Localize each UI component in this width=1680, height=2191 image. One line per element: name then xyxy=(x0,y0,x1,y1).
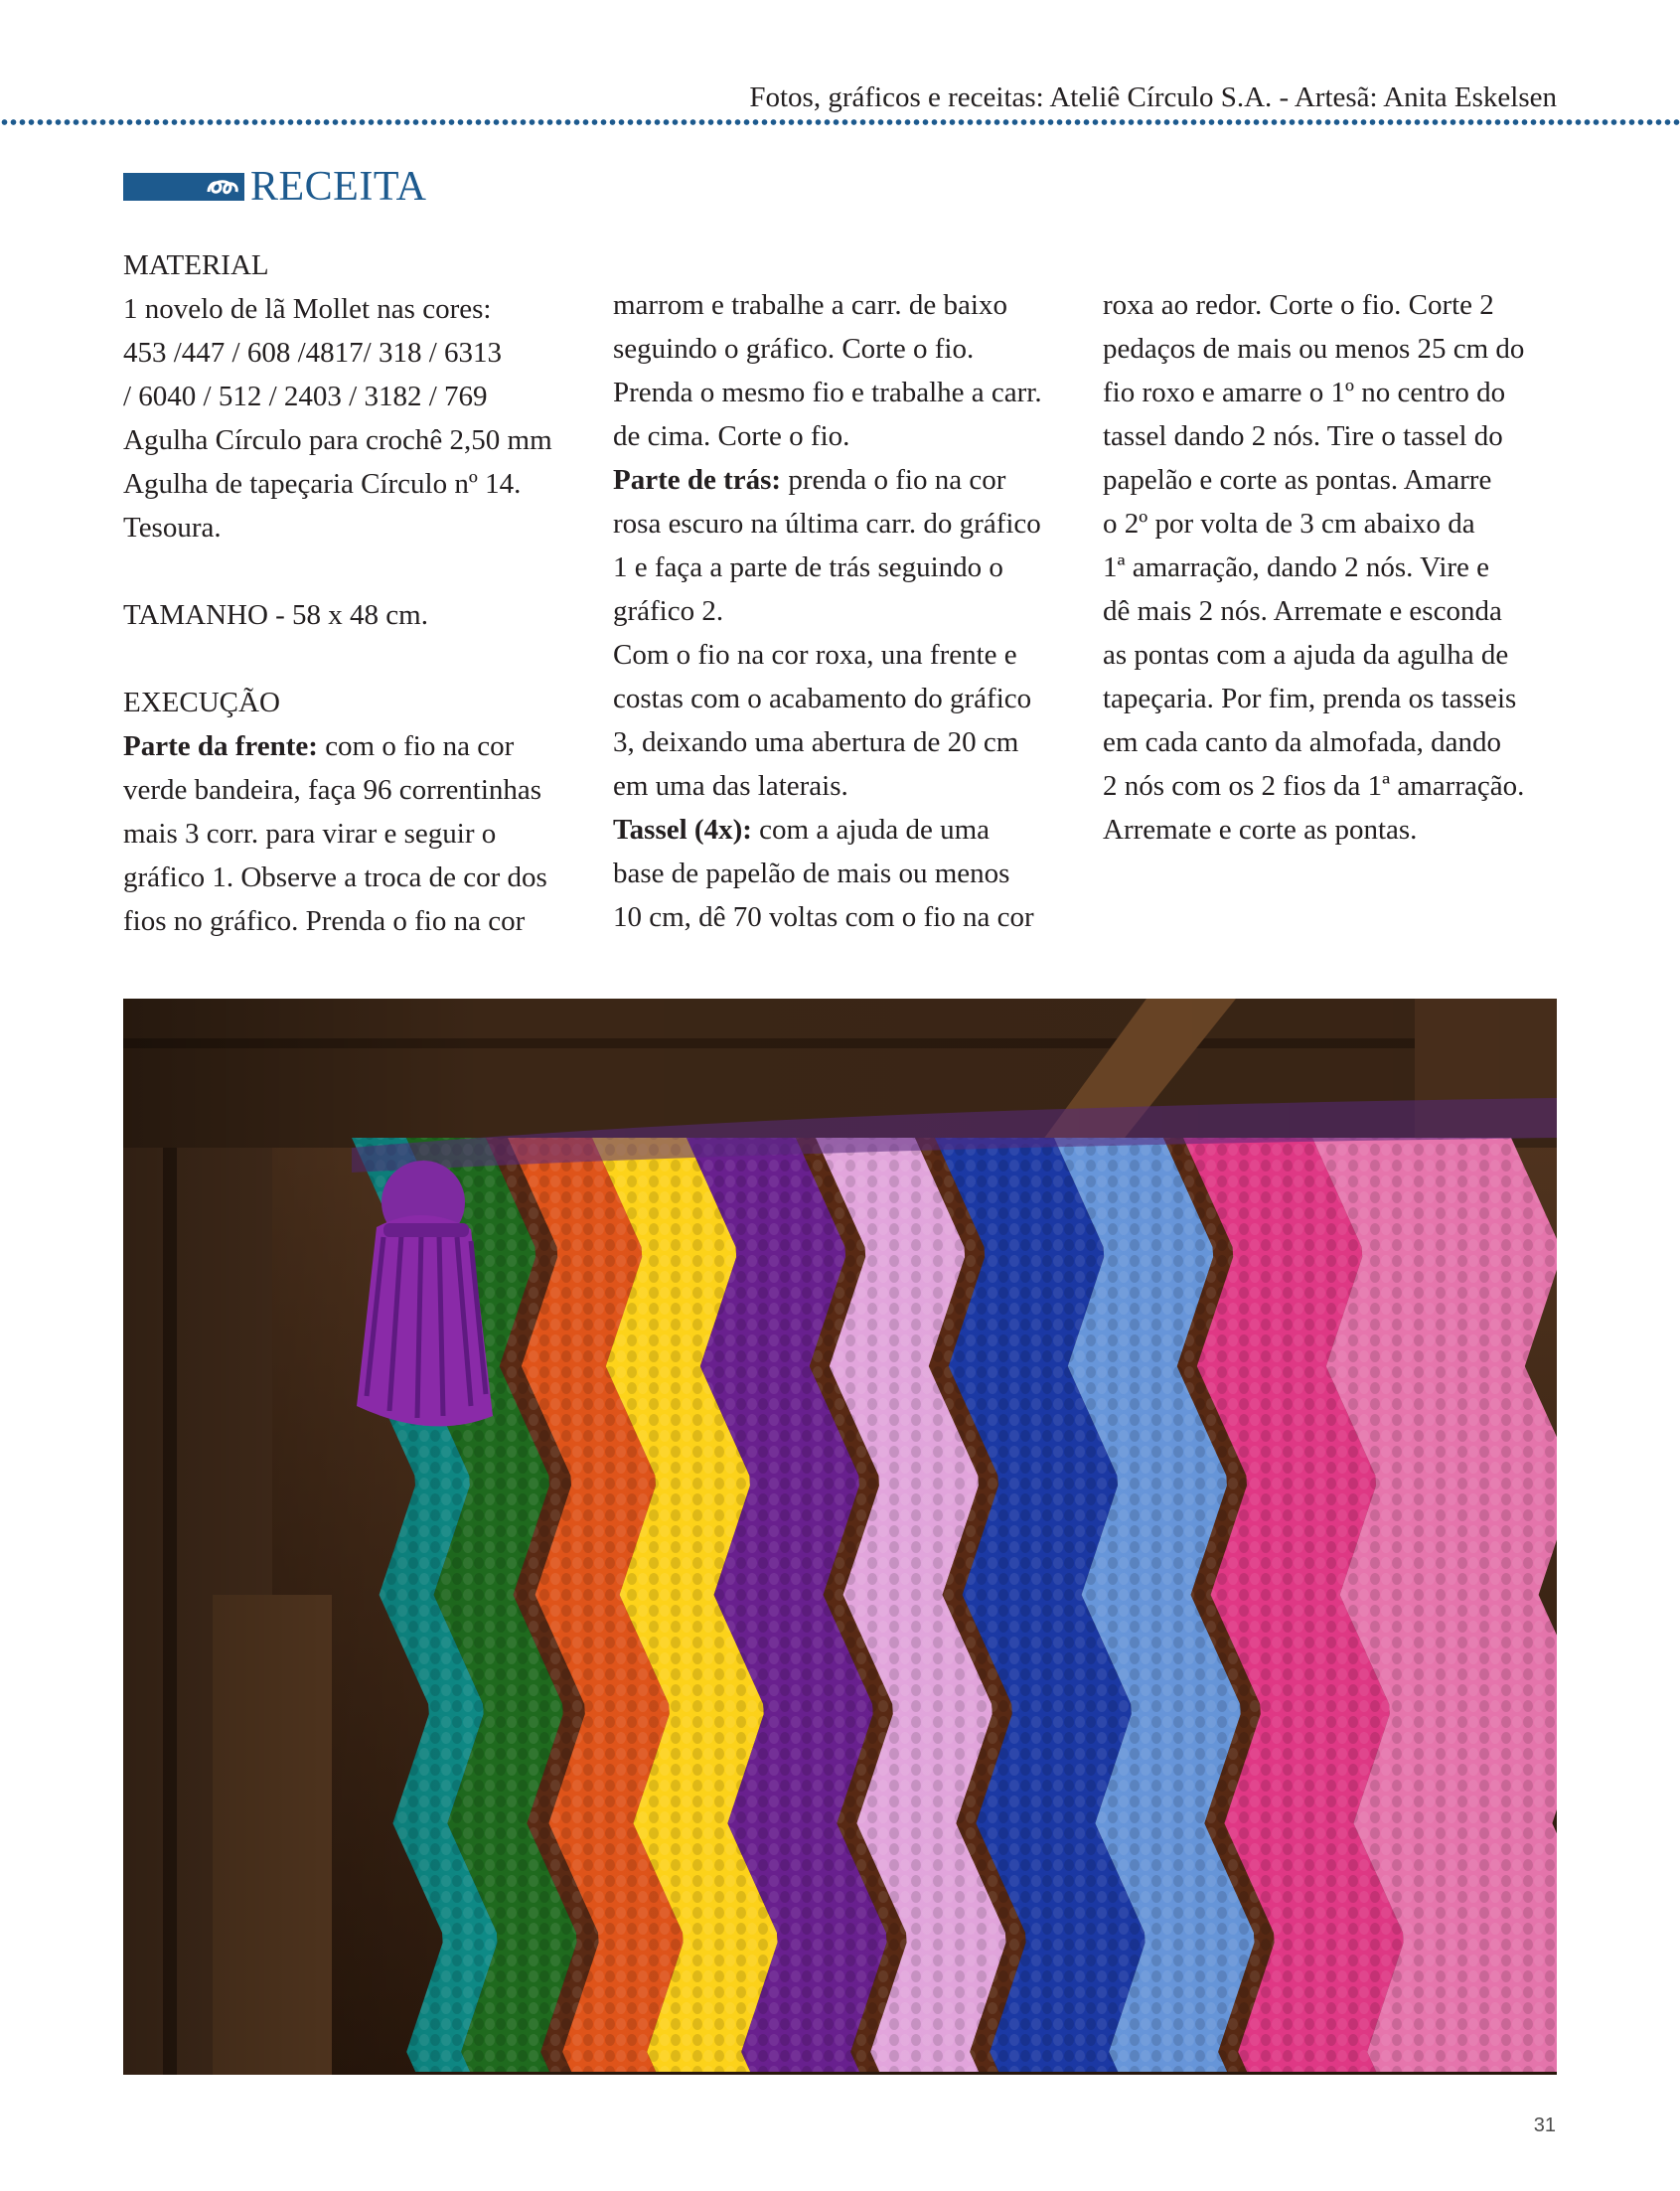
body-line: seguindo o gráfico. Corte o fio. xyxy=(613,333,975,365)
text-column-1 xyxy=(123,243,552,943)
tassel-instruction-line xyxy=(613,808,1042,852)
material-line: / 6040 / 512 / 2403 / 3182 / 769 xyxy=(123,381,488,412)
photo-illustration xyxy=(123,999,1557,2075)
front-first-text: com o fio na cor xyxy=(317,730,515,762)
heading-accent-bar xyxy=(123,173,207,201)
size-text: TAMANHO - 58 x 48 cm. xyxy=(123,599,428,631)
body-line: tapeçaria. Por fim, prenda os tasseis xyxy=(1103,683,1517,714)
front-line: fios no gráfico. Prenda o fio na cor xyxy=(123,905,526,937)
body-line: 3, deixando uma abertura de 20 cm xyxy=(613,726,1019,758)
section-heading xyxy=(123,161,426,213)
back-instruction-line xyxy=(613,458,1042,502)
dotted-divider xyxy=(0,118,1680,126)
text-column-2 xyxy=(613,283,1042,939)
body-line: papelão e corte as pontas. Amarre xyxy=(1103,464,1492,496)
body-line: em cada canto da almofada, dando xyxy=(1103,726,1501,758)
body-line: Com o fio na cor roxa, una frente e xyxy=(613,639,1017,671)
body-line: 2 nós com os 2 fios da 1ª amarração. xyxy=(1103,770,1525,802)
body-line: Prenda o mesmo fio e trabalhe a carr. xyxy=(613,377,1042,408)
crochet-cushion-photo xyxy=(123,999,1557,2075)
body-line: gráfico 2. xyxy=(613,595,724,627)
body-line: base de papelão de mais ou menos xyxy=(613,858,1010,889)
front-line: verde bandeira, faça 96 correntinhas xyxy=(123,774,542,806)
page-number: 31 xyxy=(1533,2114,1556,2136)
material-line: 453 /447 / 608 /4817/ 318 / 6313 xyxy=(123,337,503,369)
body-line: rosa escuro na última carr. do gráfico xyxy=(613,508,1041,540)
body-line: fio roxo e amarre o 1º no centro do xyxy=(1103,377,1506,408)
body-line: Arremate e corte as pontas. xyxy=(1103,814,1418,846)
photo-credit: Fotos, gráficos e receitas: Ateliê Círculo S.A. - Artesã: Anita Eskelsen xyxy=(749,81,1557,113)
body-line: em uma das laterais. xyxy=(613,770,848,802)
back-first-text: prenda o fio na cor xyxy=(781,464,1006,496)
front-instruction-line xyxy=(123,724,552,768)
body-line: o 2º por volta de 3 cm abaixo da xyxy=(1103,508,1475,540)
body-line: 10 cm, dê 70 voltas com o fio na cor xyxy=(613,901,1034,933)
body-line: pedaços de mais ou menos 25 cm do xyxy=(1103,333,1525,365)
body-line: costas com o acabamento do gráfico xyxy=(613,683,1032,714)
body-line: 1ª amarração, dando 2 nós. Vire e xyxy=(1103,551,1490,583)
body-line: tassel dando 2 nós. Tire o tassel do xyxy=(1103,420,1503,452)
chevron-stripes xyxy=(352,1098,1557,2072)
material-line: 1 novelo de lã Mollet nas cores: xyxy=(123,293,492,325)
back-label: Parte de trás: xyxy=(613,464,782,496)
material-line: Agulha de tapeçaria Círculo nº 14. xyxy=(123,468,522,500)
body-line: 1 e faça a parte de trás seguindo o xyxy=(613,551,1003,583)
material-line: Tesoura. xyxy=(123,512,222,544)
text-column-3 xyxy=(1103,283,1524,852)
body-line: dê mais 2 nós. Arremate e esconda xyxy=(1103,595,1502,627)
body-line: marrom e trabalhe a carr. de baixo xyxy=(613,289,1007,321)
material-line: Agulha Círculo para crochê 2,50 mm xyxy=(123,424,552,456)
front-line: mais 3 corr. para virar e seguir o xyxy=(123,818,497,850)
body-line: roxa ao redor. Corte o fio. Corte 2 xyxy=(1103,289,1494,321)
front-label: Parte da frente: xyxy=(123,730,318,762)
body-line: de cima. Corte o fio. xyxy=(613,420,850,452)
execution-heading: EXECUÇÃO xyxy=(123,687,280,718)
front-line: gráfico 1. Observe a troca de cor dos xyxy=(123,861,547,893)
tassel-first-text: com a ajuda de uma xyxy=(751,814,991,846)
body-line: as pontas com a ajuda da agulha de xyxy=(1103,639,1509,671)
stitch-ornament-icon xyxy=(201,170,244,204)
section-title: RECEITA xyxy=(250,164,427,210)
material-heading: MATERIAL xyxy=(123,249,269,281)
tassel-label: Tassel (4x): xyxy=(613,814,752,846)
